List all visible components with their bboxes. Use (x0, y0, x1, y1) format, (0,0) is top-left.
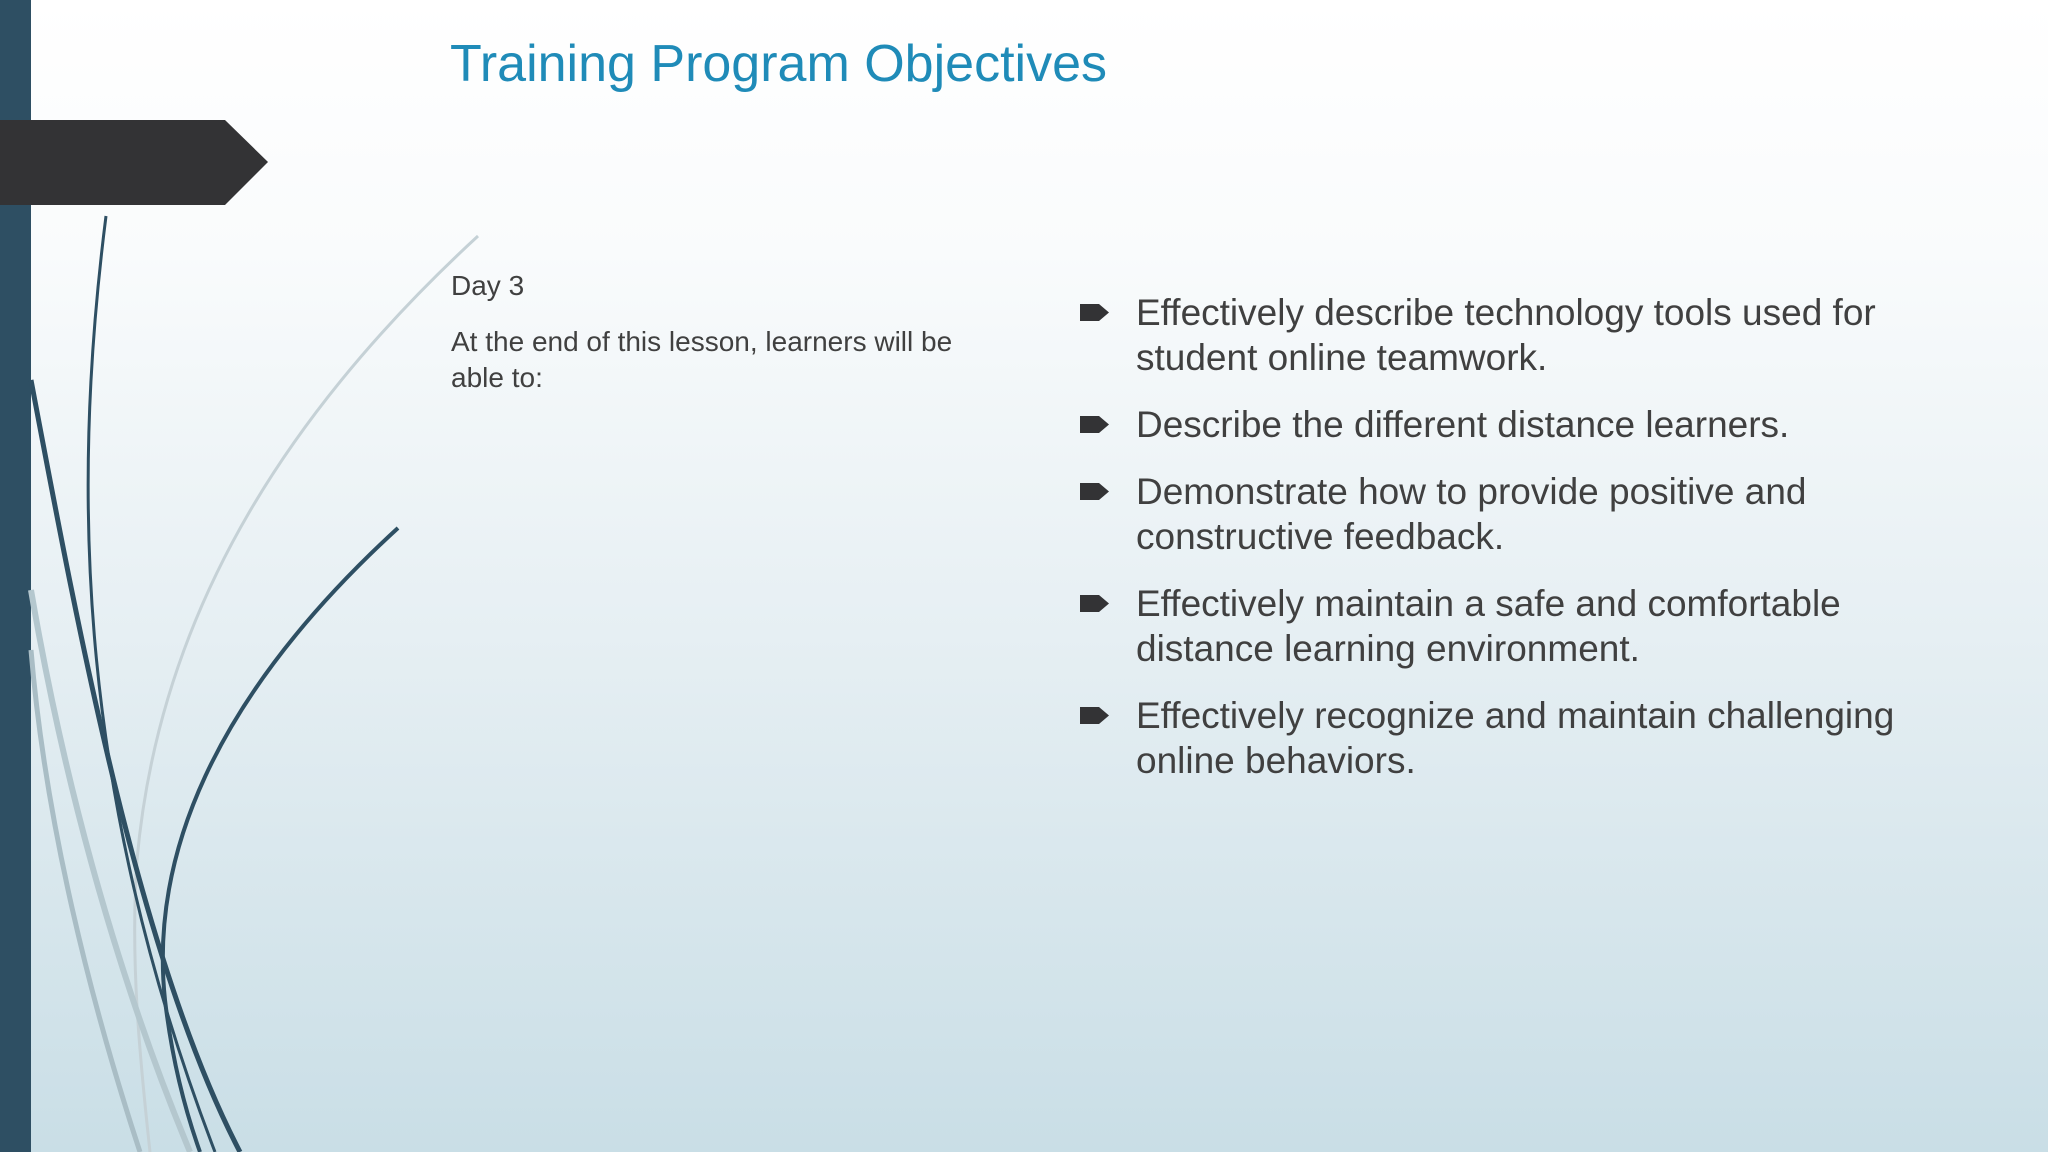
objectives-list (1080, 290, 1960, 805)
objective-item (1080, 581, 1960, 671)
objective-item (1080, 290, 1960, 380)
swoosh-light-3 (31, 650, 140, 1152)
objective-item (1080, 469, 1960, 559)
objective-text: Demonstrate how to provide positive and constructive feedback. (1136, 471, 1807, 557)
objective-text: Effectively describe technology tools used for student online teamwork. (1136, 292, 1876, 378)
swoosh-light-1 (135, 236, 478, 1152)
objective-text: Effectively maintain a safe and comfortable distance learning environment. (1136, 583, 1841, 669)
objective-text: Effectively recognize and maintain challenging online behaviors. (1136, 695, 1895, 781)
objective-item (1080, 402, 1960, 447)
objective-text: Describe the different distance learners. (1136, 404, 1790, 445)
swoosh-light-2 (31, 590, 190, 1152)
lesson-intro (451, 268, 1011, 416)
day-label: Day 3 (451, 270, 525, 301)
arrow-bullet-icon (1080, 595, 1109, 612)
arrow-bullet-icon (1080, 707, 1109, 724)
arrow-bullet-icon (1080, 483, 1109, 500)
slide-title: Training Program Objectives (450, 35, 1107, 93)
swoosh-dark-1 (88, 216, 215, 1152)
arrow-bullet-icon (1080, 304, 1109, 321)
arrow-bullet-icon (1080, 416, 1109, 433)
objective-item (1080, 693, 1960, 783)
intro-text: At the end of this lesson, learners will be able to: (451, 326, 953, 393)
